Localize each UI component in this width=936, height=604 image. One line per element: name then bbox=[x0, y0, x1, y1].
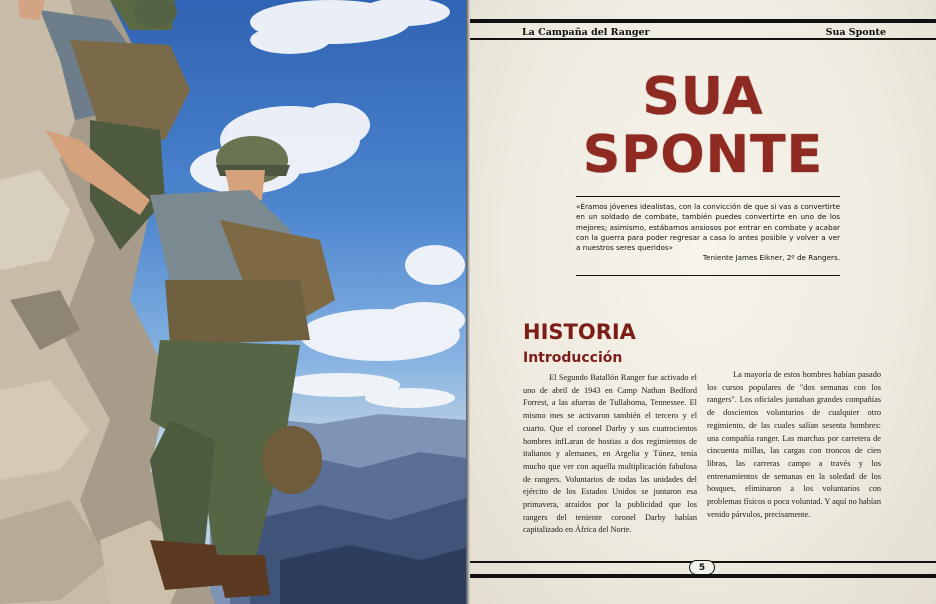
header-rule-bottom bbox=[470, 38, 936, 40]
body-column-1: El Segundo Batallón Ranger fue activado el uno de abril de 1943 en Camp Nathan Bedford Forrest, a las afueras de Tullahoma, Tennessee. El mismo mes se activaron también el tercero y el cuarto. Que el coronel Darby y sus cuatrocientos hombres infLaran de hostias a dos regimientos de italianos y alemanes, en Argelia y Túnez, tenía mucho que ver con aquella multiplicación fabulosa de rangers. Voluntarios de todas las unidades del ejército de los Estados Unidos se juntaron esa primavera, atraídos por la publicidad que los rangers del teniente coronel Darby habían capitalizado en África del Norte. bbox=[523, 373, 697, 535]
epigraph-quote bbox=[576, 196, 840, 276]
header-rule-top bbox=[470, 19, 936, 23]
quote-author: Teniente James Eikner, 2º de Rangers. bbox=[702, 253, 840, 263]
chapter-title-line-1: SUA bbox=[642, 67, 764, 127]
running-header-book-title: La Campaña del Ranger bbox=[522, 26, 650, 38]
quote-text: «Éramos jóvenes idealistas, con la convicción de que si vas a convertirte en un soldado de combate, también puedes convertirte en uno de los mejores; asimismo, estábamos ansiosos por entrar en combate y acabar con la guerra para poder regresar a casa lo antes posible y volver a ver a nuestros seres queridos» bbox=[576, 202, 840, 253]
chapter-title-line-2: SPONTE bbox=[582, 125, 824, 185]
text-page bbox=[470, 0, 936, 604]
running-header bbox=[522, 26, 886, 38]
chapter-title bbox=[470, 68, 936, 184]
section-subheading: Introducción bbox=[523, 350, 623, 366]
body-column-2: La mayoría de estos hombres habían pasado los cursos populares de "dos semanas con los rangers". Los oficiales juntaban grandes compañías de doscientos voluntarios de cualquier otro regimiento, de las cuales salían sesenta hombres: una compañía ranger. Las marchas por carretera de cincuenta millas, las cargas con troncos de cien libras, las carreras campo a través y los entrenamientos de semanas en la soledad de los bosques, eliminaron a los voluntarios con problemas físicos o poca voluntad. Y aquí no habían venido párvulos, precisamente. bbox=[707, 370, 881, 519]
section-heading: HISTORIA bbox=[523, 320, 636, 344]
soldiers-climbing-illustration bbox=[0, 0, 466, 604]
running-header-chapter-title: Sua Sponte bbox=[825, 26, 886, 38]
page-number: 5 bbox=[689, 560, 715, 575]
illustration-page bbox=[0, 0, 466, 604]
